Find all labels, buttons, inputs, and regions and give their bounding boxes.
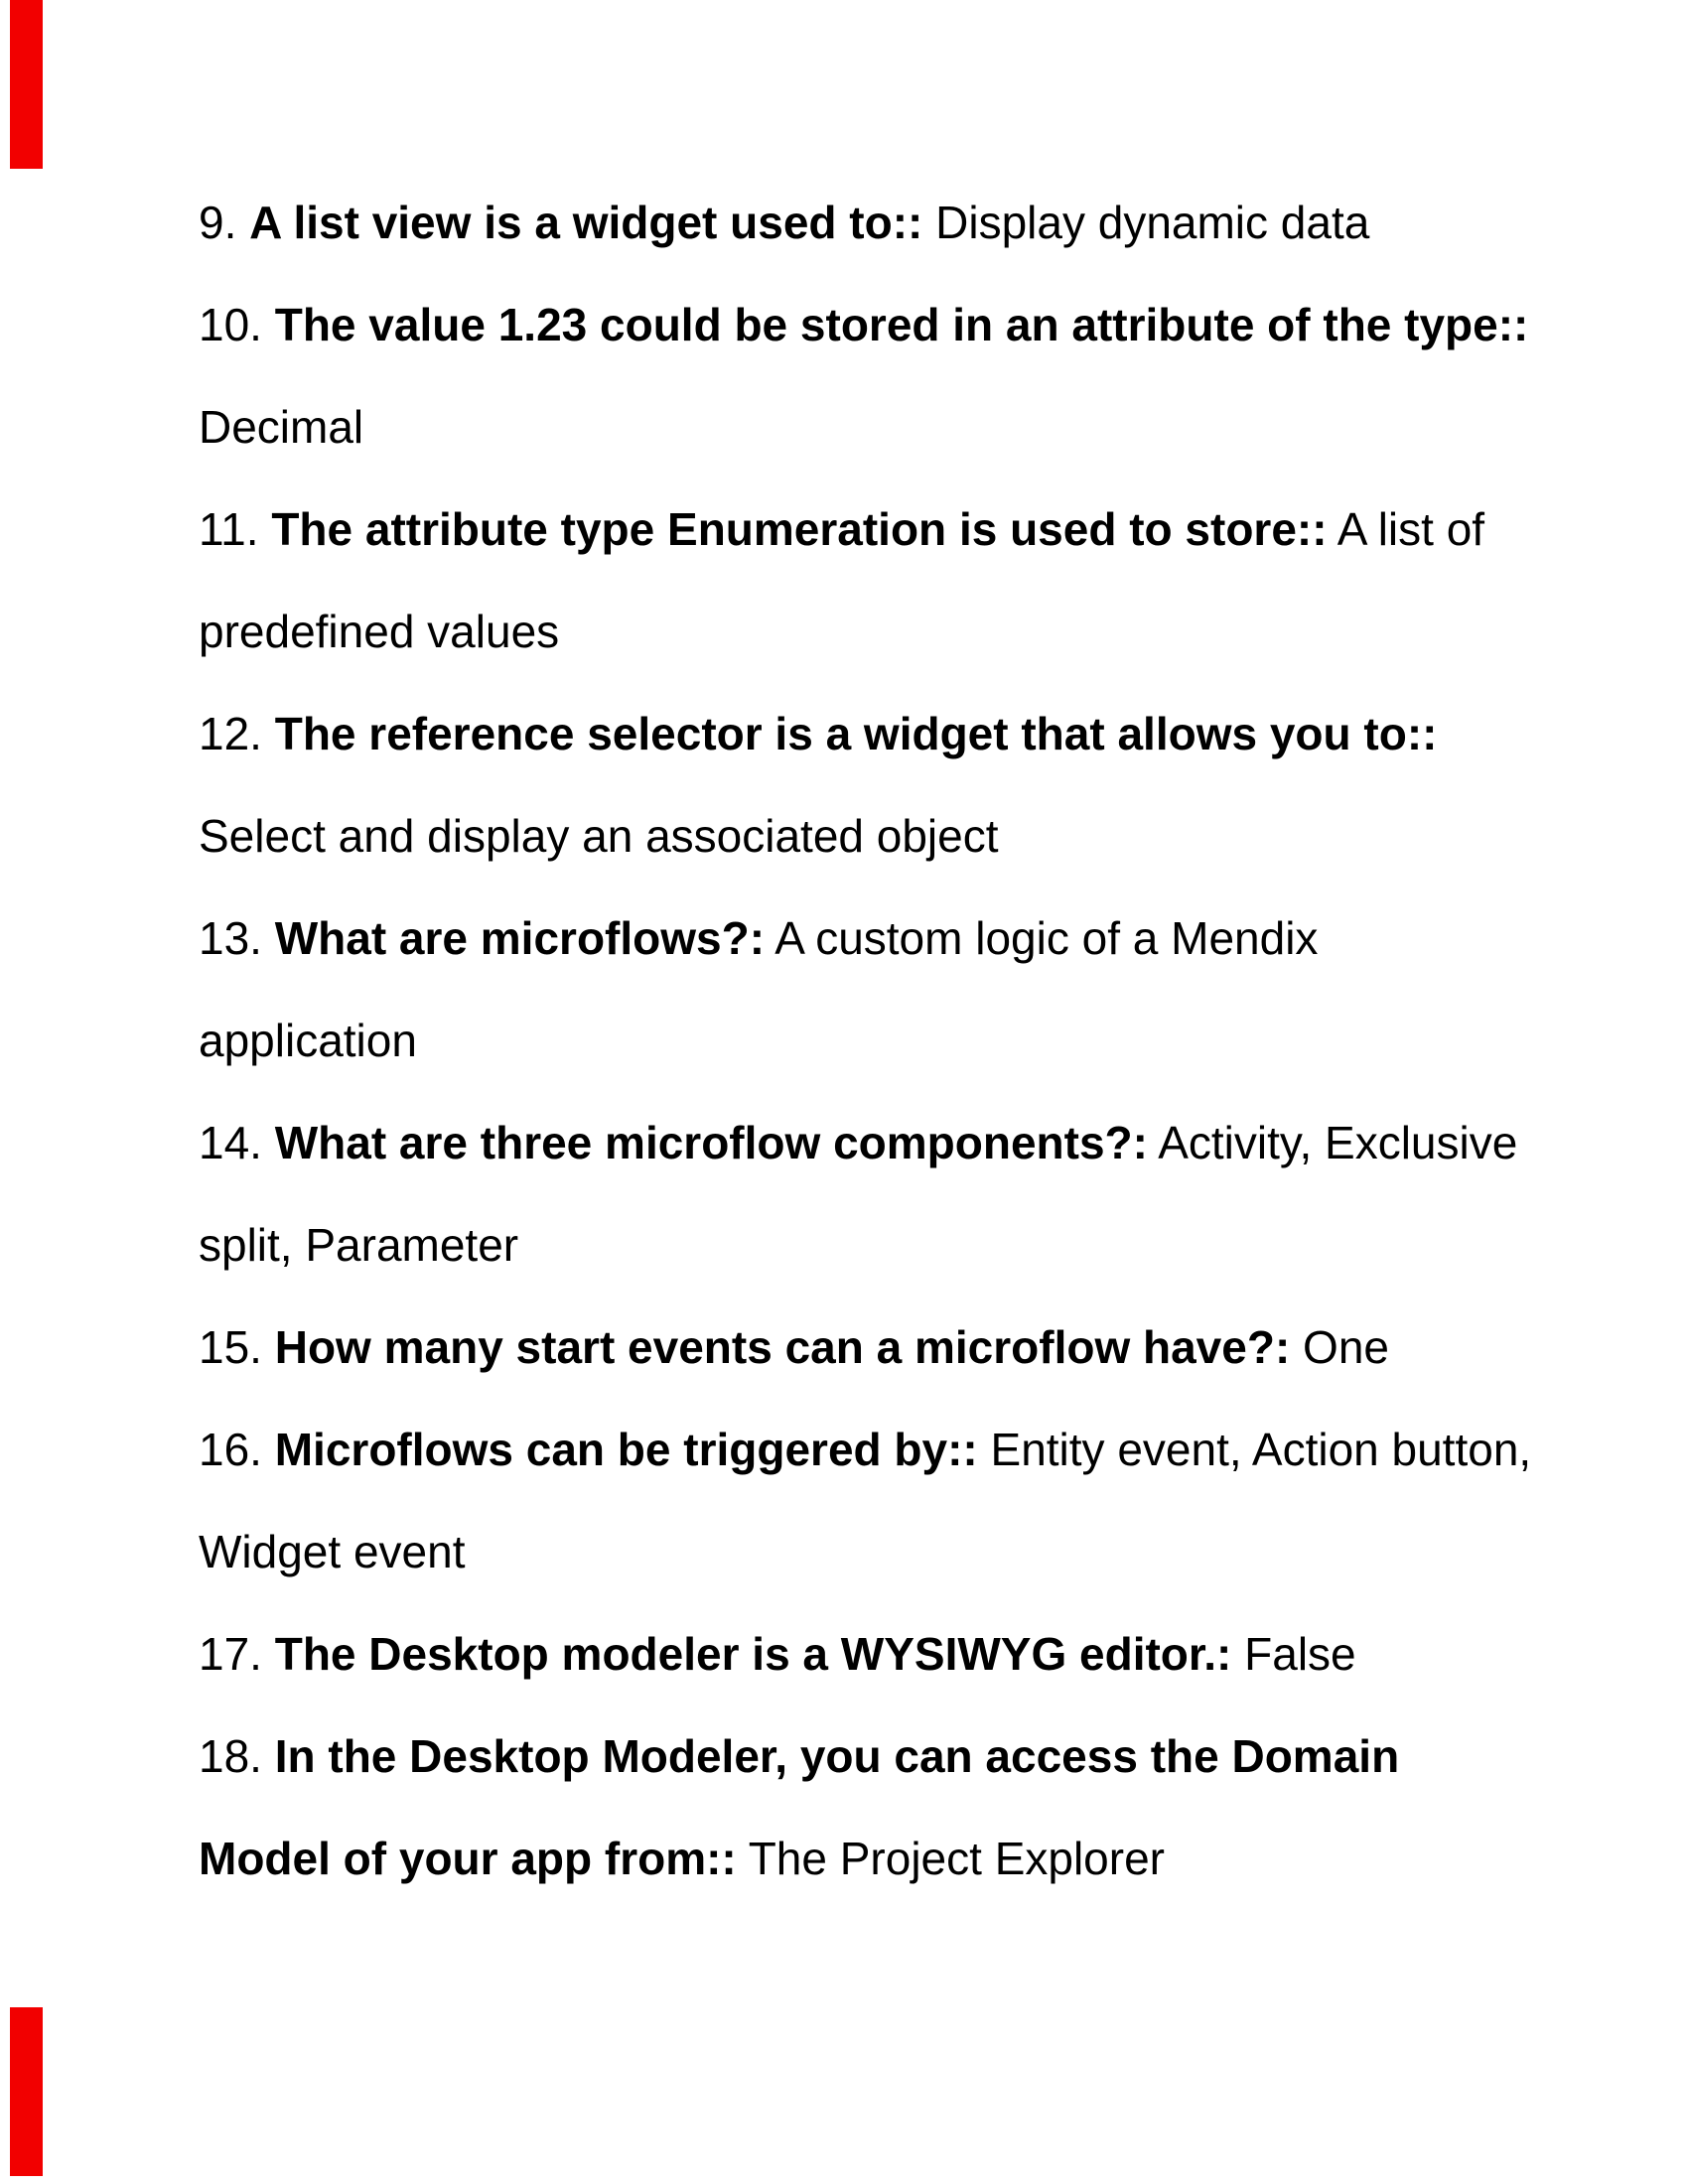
answer-text: The Project Explorer xyxy=(736,1833,1165,1884)
question-text: What are three microflow components?: xyxy=(274,1117,1148,1168)
question-text: The attribute type Enumeration is used to store:: xyxy=(271,503,1328,555)
answer-text: 18. xyxy=(199,1730,275,1782)
question-text: In the Desktop Modeler, you can access the Domain xyxy=(274,1730,1400,1782)
answer-text: Select and display an associated object xyxy=(199,810,999,862)
answer-text: False xyxy=(1231,1628,1356,1680)
answer-text: Entity event, Action button, xyxy=(977,1424,1532,1475)
qa-line xyxy=(199,1706,1509,1808)
answer-text: A custom logic of a Mendix xyxy=(765,912,1319,964)
qa-line xyxy=(199,785,1509,887)
qa-line xyxy=(199,887,1509,990)
qa-line xyxy=(199,478,1509,581)
answer-text: application xyxy=(199,1015,417,1066)
qa-line xyxy=(199,1808,1509,1910)
qa-line xyxy=(199,172,1509,274)
red-page-marker-bottom xyxy=(10,2007,43,2176)
answer-text: Decimal xyxy=(199,401,364,453)
answer-text: 14. xyxy=(199,1117,275,1168)
answer-text: Widget event xyxy=(199,1526,466,1577)
answer-text: A list of xyxy=(1327,503,1485,555)
answer-text: 12. xyxy=(199,708,275,759)
answer-text: 11. xyxy=(199,503,272,555)
qa-line xyxy=(199,1603,1509,1706)
qa-line xyxy=(199,1399,1532,1501)
answer-text: 10. xyxy=(199,299,275,350)
question-text: The Desktop modeler is a WYSIWYG editor.: xyxy=(274,1628,1232,1680)
question-text: How many start events can a microflow have?: xyxy=(274,1321,1291,1373)
qa-line xyxy=(199,1501,1509,1603)
question-text: What are microflows?: xyxy=(274,912,766,964)
question-text: Model of your app from:: xyxy=(199,1833,737,1884)
qa-line xyxy=(199,990,1509,1092)
qa-line xyxy=(199,1194,1509,1297)
answer-text: 9. xyxy=(199,197,250,248)
answer-text: 17. xyxy=(199,1628,275,1680)
question-text: A list view is a widget used to:: xyxy=(249,197,923,248)
qa-line xyxy=(199,581,1509,683)
question-text: The value 1.23 could be stored in an attribute of the type:: xyxy=(274,299,1529,350)
answer-text: 13. xyxy=(199,912,275,964)
answer-text: split, Parameter xyxy=(199,1219,519,1271)
answer-text: 15. xyxy=(199,1321,275,1373)
qa-line xyxy=(199,376,1509,478)
red-page-marker-top xyxy=(10,0,43,169)
answer-text: 16. xyxy=(199,1424,275,1475)
question-text: The reference selector is a widget that allows you to:: xyxy=(274,708,1438,759)
question-text: Microflows can be triggered by:: xyxy=(274,1424,978,1475)
qa-line xyxy=(199,1297,1509,1399)
answer-text: Display dynamic data xyxy=(922,197,1370,248)
qa-line xyxy=(199,274,1529,376)
answer-text: Activity, Exclusive xyxy=(1147,1117,1518,1168)
answer-text: predefined values xyxy=(199,606,560,657)
answer-text: One xyxy=(1290,1321,1390,1373)
qa-line xyxy=(199,1092,1518,1194)
qa-lines xyxy=(199,172,1532,1910)
qa-line xyxy=(199,683,1509,785)
